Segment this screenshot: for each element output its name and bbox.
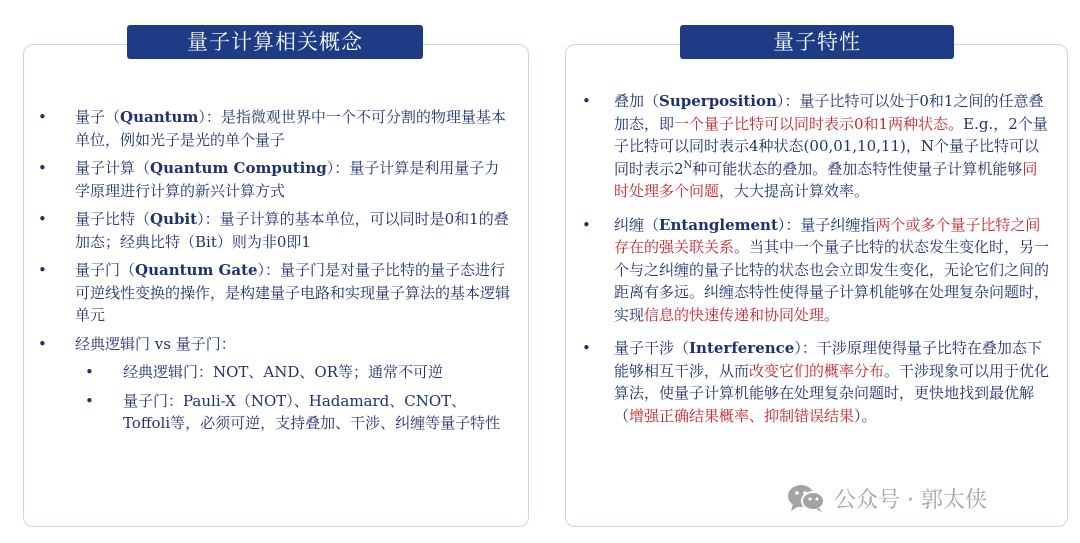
- concept-qubit: • 量子比特（Qubit）：量子计算的基本单位，可以同时是0和1的叠加态；经典比特（Bit）则为非0即1: [38, 210, 509, 251]
- concept-gates-comparison: • 经典逻辑门 vs 量子门： • 经典逻辑门：NOT、AND、OR等；通常不可逆 • 量子门：Pauli-X（NOT）、Hadamard、CNOT、Toffoli等，必须可逆，支持叠加、干涉、纠缠等量子特性: [38, 333, 513, 435]
- highlight: 同时处理多个问题: [614, 159, 1038, 200]
- bullet: •: [85, 363, 94, 381]
- concept-quantum-computing: • 量子计算（Quantum Computing）：量子计算是利用量子力学原理进行计算的新兴计算方式: [38, 159, 500, 200]
- bullet: •: [38, 334, 47, 353]
- concept-quantum: • 量子（Quantum）：是指微观世界中一个不可分割的物理量基本单位，例如光子是光的单个量子: [38, 108, 506, 149]
- concepts-title: 量子计算相关概念: [127, 25, 423, 59]
- concepts-list: [38, 106, 513, 441]
- highlight: 两个或多个量子比特之间存在的强关联关系: [614, 215, 1041, 256]
- quantum-gates-item: • 量子门：Pauli-X（NOT）、Hadamard、CNOT、Toffoli等，必须可逆，支持叠加、干涉、纠缠等量子特性: [85, 391, 501, 432]
- bullet: •: [38, 108, 47, 126]
- gates-comparison-sublist: [75, 361, 513, 435]
- highlight: 一个量子比特可以同时表示0和1两种状态: [674, 114, 949, 133]
- watermark: [786, 482, 987, 514]
- bullet: •: [582, 215, 591, 234]
- properties-list: [582, 90, 1052, 438]
- bullet: •: [582, 339, 591, 357]
- highlight: 信息的快速传递和协同处理: [644, 305, 825, 324]
- bullet: •: [38, 210, 47, 228]
- properties-title: 量子特性: [680, 25, 954, 59]
- wechat-icon: [786, 483, 826, 513]
- watermark-text: 公众号 · 郭太侠: [834, 487, 987, 513]
- property-interference: • 量子干涉（Interference）：干涉原理使得量子比特在叠加态下能够相互干涉，从而改变它们的概率分布。干涉现象可以用于优化算法，使量子计算机能够在处理复杂问题时，更快地找到最优解（增强正确结果概率、抑制错误结果）。: [582, 339, 1050, 425]
- highlight: 增强正确结果概率、抑制错误结果: [629, 406, 855, 425]
- bullet: •: [38, 261, 47, 279]
- bullet: •: [38, 159, 47, 177]
- bullet: •: [85, 391, 94, 410]
- highlight: 改变它们的概率分布: [749, 361, 885, 380]
- property-entanglement: • 纠缠（Entanglement）：量子纠缠指两个或多个量子比特之间存在的强关联关系。当其中一个量子比特的状态发生变化时，另一个与之纠缠的量子比特的状态也会立即发生变化，无论它们之间的距离有多远。纠缠态特性使得量子计算机能够在处理复杂问题时，实现信息的快速传递和协同处理。: [582, 215, 1050, 324]
- classical-gates-item: • 经典逻辑门：NOT、AND、OR等；通常不可逆: [75, 361, 513, 384]
- concept-quantum-gate: • 量子门（Quantum Gate）：量子门是对量子比特的量子态进行可逆线性变换的操作，是构建量子电路和实现量子算法的基本逻辑单元: [38, 261, 511, 324]
- property-superposition: • 叠加（Superposition）：量子比特可以处于0和1之间的任意叠加态，即一个量子比特可以同时表示0和1两种状态。E.g.，2个量子比特可以同时表示4种状态(00,01,10,11)，N个量子比特可以同时表示$2^N$种可能状态的叠加。叠加态特性使量子计算机能够同时处理多个问题，大大提高计算效率。: [582, 92, 1048, 200]
- bullet: •: [582, 92, 591, 110]
